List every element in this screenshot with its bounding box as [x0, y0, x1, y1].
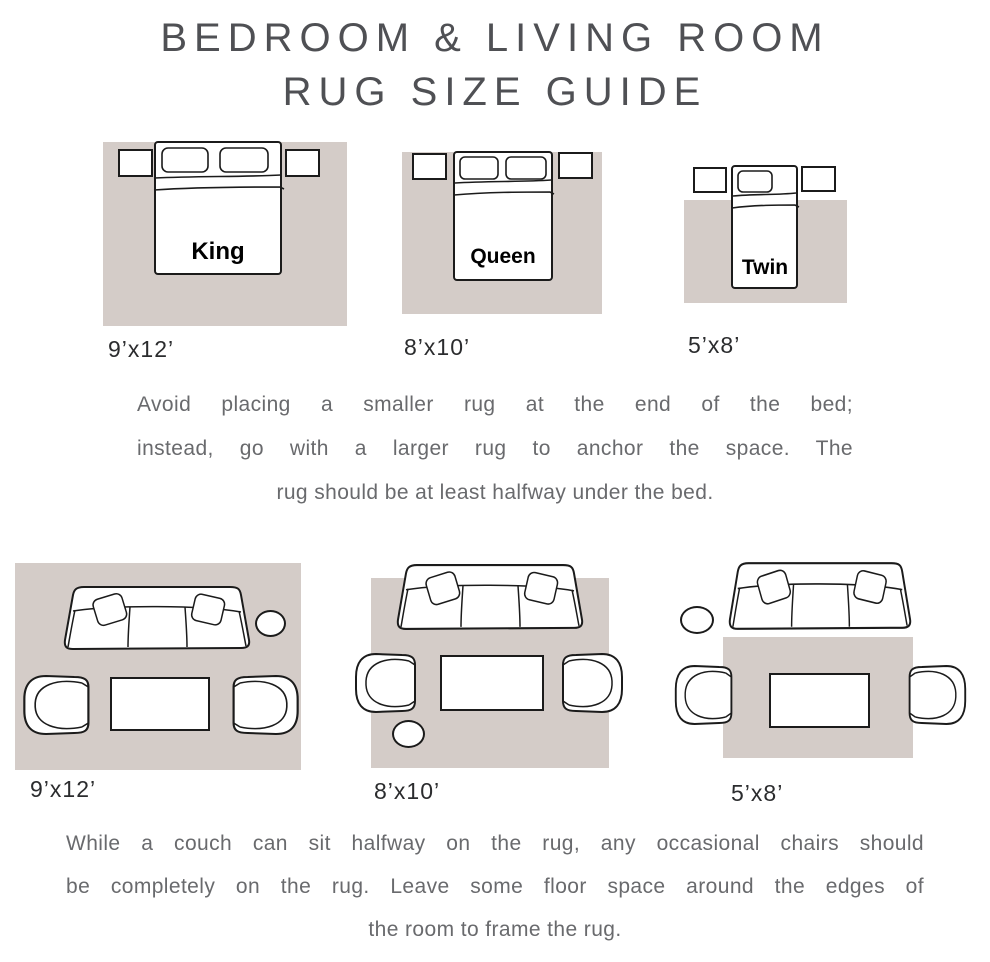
rug-size-label: 9’x12’ [30, 776, 97, 802]
page-title-line-1: BEDROOM & LIVING ROOM [160, 16, 830, 60]
side-table [680, 606, 714, 634]
rug-size-label: 9’x12’ [108, 336, 175, 362]
pillow [506, 157, 546, 179]
note-line: While a couch can sit halfway on the rug, any occasional chairs should [66, 832, 924, 855]
nightstand [118, 149, 153, 177]
armchair-right [556, 651, 626, 715]
nightstand [693, 167, 727, 193]
king-bed [152, 140, 284, 278]
rug-size-label: 5’x8’ [688, 332, 741, 358]
sofa [727, 560, 913, 632]
coffee-table [769, 673, 870, 728]
coffee-table [110, 677, 210, 731]
armchair-right [903, 663, 969, 727]
bed-label: King [191, 238, 245, 265]
note-line: the room to frame the rug. [368, 918, 622, 941]
pillow [460, 157, 498, 179]
sofa [395, 562, 585, 632]
note-line: instead, go with a larger rug to anchor the space. The [137, 437, 853, 460]
side-table [392, 720, 425, 748]
pillow [220, 148, 268, 172]
twin-bed [730, 164, 800, 292]
rug-size-label: 8’x10’ [374, 778, 441, 804]
queen-bed [452, 150, 554, 284]
note-line: Avoid placing a smaller rug at the end of the bed; [137, 393, 853, 416]
nightstand [801, 166, 836, 192]
armchair-left [352, 651, 422, 715]
nightstand [285, 149, 320, 177]
sofa [62, 584, 252, 652]
note-line: be completely on the rug. Leave some floor space around the edges of [66, 875, 924, 898]
living-room-note [0, 822, 990, 951]
note-line: rug should be at least halfway under the bed. [276, 481, 714, 504]
nightstand [412, 153, 447, 180]
rug-size-label: 8’x10’ [404, 334, 471, 360]
pillow [162, 148, 208, 172]
armchair-left [20, 673, 96, 737]
bed-label: Twin [741, 256, 789, 279]
page-title-line-2: RUG SIZE GUIDE [282, 70, 708, 114]
coffee-table [440, 655, 544, 711]
bedroom-note [0, 383, 990, 515]
armchair-left [672, 663, 738, 727]
side-table [255, 610, 286, 637]
pillow [738, 171, 772, 192]
bed-label: Queen [470, 245, 536, 268]
rug-size-label: 5’x8’ [731, 780, 784, 806]
nightstand [558, 152, 593, 179]
armchair-right [226, 673, 302, 737]
